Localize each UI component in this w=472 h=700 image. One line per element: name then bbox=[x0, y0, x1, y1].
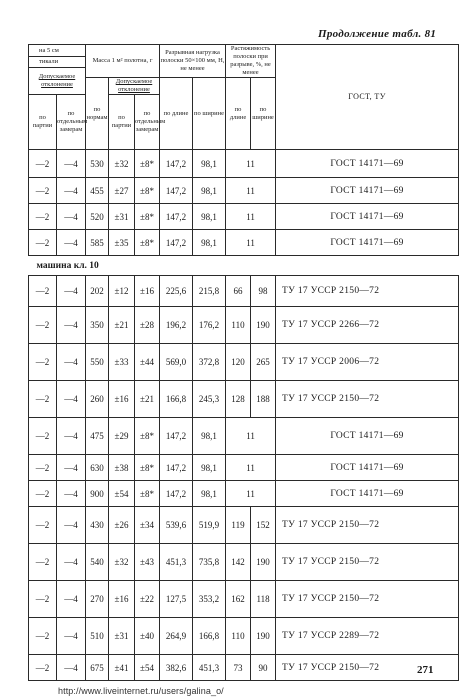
dop-po-partii-cell: —2 bbox=[29, 307, 57, 344]
mass-dop-otdel-cell: ±54 bbox=[135, 655, 160, 681]
razryv-shirina-cell: 98,1 bbox=[193, 178, 226, 204]
dop-po-otdel-cell: —4 bbox=[57, 150, 86, 178]
gost-cell: ГОСТ 14171—69 bbox=[276, 230, 459, 256]
mass-norm-cell: 350 bbox=[86, 307, 109, 344]
table-row bbox=[29, 204, 459, 230]
mass-dop-otdel-cell: ±8* bbox=[135, 455, 160, 481]
rastyazh-cell: 11 bbox=[226, 230, 276, 256]
table-row bbox=[29, 655, 459, 681]
razryv-shirina-cell: 353,2 bbox=[193, 581, 226, 618]
gost-cell: ТУ 17 УССР 2150—72 bbox=[276, 655, 459, 681]
razryv-dlina-cell: 147,2 bbox=[160, 178, 193, 204]
header-po-partii: по партии bbox=[29, 95, 57, 150]
mass-dop-partii-cell: ±33 bbox=[109, 344, 135, 381]
mass-dop-otdel-cell: ±8* bbox=[135, 150, 160, 178]
rastyazh-shirina-cell: 265 bbox=[251, 344, 276, 381]
specs-table bbox=[28, 44, 459, 681]
gost-cell: ТУ 17 УССР 2150—72 bbox=[276, 507, 459, 544]
table-row bbox=[29, 381, 459, 418]
dop-po-partii-cell: —2 bbox=[29, 581, 57, 618]
rastyazh-shirina-cell: 190 bbox=[251, 307, 276, 344]
mass-dop-otdel-cell: ±40 bbox=[135, 618, 160, 655]
mass-dop-otdel-cell: ±21 bbox=[135, 381, 160, 418]
table-row bbox=[29, 455, 459, 481]
dop-po-partii-cell: —2 bbox=[29, 178, 57, 204]
mass-norm-cell: 540 bbox=[86, 544, 109, 581]
mass-norm-cell: 675 bbox=[86, 655, 109, 681]
gost-cell: ТУ 17 УССР 2266—72 bbox=[276, 307, 459, 344]
gost-cell: ТУ 17 УССР 2150—72 bbox=[276, 276, 459, 307]
mass-norm-cell: 550 bbox=[86, 344, 109, 381]
mass-dop-partii-cell: ±31 bbox=[109, 618, 135, 655]
header-unit: на 5 см bbox=[29, 45, 86, 57]
rastyazh-shirina-cell: 118 bbox=[251, 581, 276, 618]
mass-norm-cell: 520 bbox=[86, 204, 109, 230]
mass-dop-otdel-cell: ±8* bbox=[135, 178, 160, 204]
rastyazh-dlina-cell: 120 bbox=[226, 344, 251, 381]
razryv-shirina-cell: 98,1 bbox=[193, 204, 226, 230]
gost-cell: ГОСТ 14171—69 bbox=[276, 178, 459, 204]
gost-cell: ТУ 17 УССР 2150—72 bbox=[276, 544, 459, 581]
mass-norm-cell: 270 bbox=[86, 581, 109, 618]
mass-norm-cell: 455 bbox=[86, 178, 109, 204]
razryv-shirina-cell: 98,1 bbox=[193, 150, 226, 178]
razryv-dlina-cell: 127,5 bbox=[160, 581, 193, 618]
razryv-shirina-cell: 98,1 bbox=[193, 230, 226, 256]
dop-po-partii-cell: —2 bbox=[29, 418, 57, 455]
mass-dop-otdel-cell: ±16 bbox=[135, 276, 160, 307]
rastyazh-dlina-cell: 66 bbox=[226, 276, 251, 307]
razryv-dlina-cell: 147,2 bbox=[160, 204, 193, 230]
mass-dop-otdel-cell: ±8* bbox=[135, 230, 160, 256]
razryv-dlina-cell: 569,0 bbox=[160, 344, 193, 381]
dop-po-otdel-cell: —4 bbox=[57, 381, 86, 418]
header-rastyazh: Растяжимость полоски при разрыве, %, не менее bbox=[226, 45, 276, 78]
mass-dop-partii-cell: ±16 bbox=[109, 581, 135, 618]
table-row bbox=[29, 307, 459, 344]
dop-po-partii-cell: —2 bbox=[29, 230, 57, 256]
rastyazh-dlina-cell: 110 bbox=[226, 618, 251, 655]
razryv-shirina-cell: 451,3 bbox=[193, 655, 226, 681]
rastyazh-cell: 11 bbox=[226, 481, 276, 507]
dop-po-otdel-cell: —4 bbox=[57, 307, 86, 344]
dop-po-partii-cell: —2 bbox=[29, 344, 57, 381]
mass-dop-otdel-cell: ±8* bbox=[135, 204, 160, 230]
rastyazh-dlina-cell: 73 bbox=[226, 655, 251, 681]
mass-dop-otdel-cell: ±44 bbox=[135, 344, 160, 381]
razryv-shirina-cell: 735,8 bbox=[193, 544, 226, 581]
mass-dop-partii-cell: ±21 bbox=[109, 307, 135, 344]
mass-dop-partii-cell: ±38 bbox=[109, 455, 135, 481]
dop-po-partii-cell: —2 bbox=[29, 618, 57, 655]
rastyazh-dlina-cell: 142 bbox=[226, 544, 251, 581]
razryv-dlina-cell: 147,2 bbox=[160, 418, 193, 455]
mass-norm-cell: 475 bbox=[86, 418, 109, 455]
table-row bbox=[29, 481, 459, 507]
mass-norm-cell: 510 bbox=[86, 618, 109, 655]
gost-cell: ГОСТ 14171—69 bbox=[276, 455, 459, 481]
rastyazh-cell: 11 bbox=[226, 178, 276, 204]
mass-dop-partii-cell: ±31 bbox=[109, 204, 135, 230]
rastyazh-dlina-cell: 110 bbox=[226, 307, 251, 344]
gost-cell: ГОСТ 14171—69 bbox=[276, 204, 459, 230]
page-title: Продолжение табл. 81 bbox=[318, 28, 437, 40]
table-header bbox=[29, 45, 459, 150]
dop-po-otdel-cell: —4 bbox=[57, 655, 86, 681]
header-rast-dlina: по длине bbox=[226, 78, 251, 150]
header-razryv: Разрывная нагрузка полоски 50×100 мм, Н, не менее bbox=[160, 45, 226, 78]
header-dop-otkl: Допускаемое отклонение bbox=[29, 68, 86, 95]
mass-dop-otdel-cell: ±8* bbox=[135, 481, 160, 507]
razryv-dlina-cell: 382,6 bbox=[160, 655, 193, 681]
gost-cell: ТУ 17 УССР 2150—72 bbox=[276, 581, 459, 618]
dop-po-otdel-cell: —4 bbox=[57, 581, 86, 618]
rastyazh-dlina-cell: 119 bbox=[226, 507, 251, 544]
razryv-dlina-cell: 166,8 bbox=[160, 381, 193, 418]
table-row bbox=[29, 178, 459, 204]
dop-po-partii-cell: —2 bbox=[29, 507, 57, 544]
dop-po-partii-cell: —2 bbox=[29, 455, 57, 481]
razryv-shirina-cell: 245,3 bbox=[193, 381, 226, 418]
header-gost: ГОСТ, ТУ bbox=[276, 45, 459, 150]
watermark-url: http://www.liveinternet.ru/users/galina_o/ bbox=[58, 686, 224, 696]
rastyazh-cell: 11 bbox=[226, 204, 276, 230]
razryv-dlina-cell: 147,2 bbox=[160, 150, 193, 178]
table-row bbox=[29, 507, 459, 544]
mass-dop-partii-cell: ±35 bbox=[109, 230, 135, 256]
razryv-dlina-cell: 147,2 bbox=[160, 481, 193, 507]
mass-dop-partii-cell: ±16 bbox=[109, 381, 135, 418]
mass-norm-cell: 900 bbox=[86, 481, 109, 507]
dop-po-partii-cell: —2 bbox=[29, 276, 57, 307]
header-razr-shirina: по ширине bbox=[193, 78, 226, 150]
table-body-lower bbox=[29, 276, 459, 681]
dop-po-otdel-cell: —4 bbox=[57, 618, 86, 655]
section-label: машина кл. 10 bbox=[29, 256, 459, 276]
dop-po-otdel-cell: —4 bbox=[57, 544, 86, 581]
razryv-dlina-cell: 539,6 bbox=[160, 507, 193, 544]
table-row bbox=[29, 418, 459, 455]
mass-dop-partii-cell: ±26 bbox=[109, 507, 135, 544]
table-row bbox=[29, 344, 459, 381]
dop-po-partii-cell: —2 bbox=[29, 381, 57, 418]
rastyazh-shirina-cell: 152 bbox=[251, 507, 276, 544]
mass-dop-partii-cell: ±29 bbox=[109, 418, 135, 455]
rastyazh-shirina-cell: 190 bbox=[251, 618, 276, 655]
mass-dop-otdel-cell: ±43 bbox=[135, 544, 160, 581]
rastyazh-shirina-cell: 90 bbox=[251, 655, 276, 681]
mass-dop-otdel-cell: ±28 bbox=[135, 307, 160, 344]
dop-po-partii-cell: —2 bbox=[29, 655, 57, 681]
dop-po-partii-cell: —2 bbox=[29, 544, 57, 581]
dop-po-otdel-cell: —4 bbox=[57, 204, 86, 230]
rastyazh-dlina-cell: 128 bbox=[226, 381, 251, 418]
header-mass-dop: Допускаемое отклонение bbox=[109, 78, 160, 95]
rastyazh-dlina-cell: 162 bbox=[226, 581, 251, 618]
table-row bbox=[29, 150, 459, 178]
header-mass-po-partii: по партии bbox=[109, 95, 135, 150]
mass-norm-cell: 260 bbox=[86, 381, 109, 418]
dop-po-partii-cell: —2 bbox=[29, 204, 57, 230]
mass-norm-cell: 430 bbox=[86, 507, 109, 544]
dop-po-otdel-cell: —4 bbox=[57, 418, 86, 455]
header-rast-shirina: по ширине bbox=[251, 78, 276, 150]
table-row bbox=[29, 581, 459, 618]
razryv-dlina-cell: 451,3 bbox=[160, 544, 193, 581]
mass-norm-cell: 530 bbox=[86, 150, 109, 178]
razryv-shirina-cell: 215,8 bbox=[193, 276, 226, 307]
section-row bbox=[29, 256, 459, 276]
dop-po-otdel-cell: —4 bbox=[57, 344, 86, 381]
gost-cell: ГОСТ 14171—69 bbox=[276, 418, 459, 455]
gost-cell: ТУ 17 УССР 2006—72 bbox=[276, 344, 459, 381]
page-number: 271 bbox=[417, 664, 434, 676]
table-row bbox=[29, 230, 459, 256]
dop-po-otdel-cell: —4 bbox=[57, 276, 86, 307]
gost-cell: ГОСТ 14171—69 bbox=[276, 150, 459, 178]
mass-dop-otdel-cell: ±8* bbox=[135, 418, 160, 455]
razryv-shirina-cell: 176,2 bbox=[193, 307, 226, 344]
rastyazh-cell: 11 bbox=[226, 455, 276, 481]
header-mass-po-normam: по нормам bbox=[86, 78, 109, 150]
razryv-shirina-cell: 519,9 bbox=[193, 507, 226, 544]
dop-po-otdel-cell: —4 bbox=[57, 481, 86, 507]
mass-norm-cell: 630 bbox=[86, 455, 109, 481]
header-mass-po-otdel: по отдельным замерам bbox=[135, 95, 160, 150]
razryv-shirina-cell: 166,8 bbox=[193, 618, 226, 655]
header-mass: Масса 1 м² полотна, г bbox=[86, 45, 160, 78]
table-row bbox=[29, 544, 459, 581]
rastyazh-shirina-cell: 98 bbox=[251, 276, 276, 307]
razryv-dlina-cell: 147,2 bbox=[160, 455, 193, 481]
table-body-upper bbox=[29, 150, 459, 256]
dop-po-partii-cell: —2 bbox=[29, 481, 57, 507]
mass-norm-cell: 202 bbox=[86, 276, 109, 307]
mass-dop-otdel-cell: ±22 bbox=[135, 581, 160, 618]
mass-dop-otdel-cell: ±34 bbox=[135, 507, 160, 544]
mass-norm-cell: 585 bbox=[86, 230, 109, 256]
gost-cell: ТУ 17 УССР 2289—72 bbox=[276, 618, 459, 655]
header-po-otdel: по отдельным замерам bbox=[57, 95, 86, 150]
gost-cell: ГОСТ 14171—69 bbox=[276, 481, 459, 507]
rastyazh-cell: 11 bbox=[226, 418, 276, 455]
razryv-dlina-cell: 196,2 bbox=[160, 307, 193, 344]
dop-po-otdel-cell: —4 bbox=[57, 230, 86, 256]
mass-dop-partii-cell: ±12 bbox=[109, 276, 135, 307]
gost-cell: ТУ 17 УССР 2150—72 bbox=[276, 381, 459, 418]
header-razr-dlina: по длине bbox=[160, 78, 193, 150]
razryv-dlina-cell: 264,9 bbox=[160, 618, 193, 655]
rastyazh-shirina-cell: 190 bbox=[251, 544, 276, 581]
dop-po-otdel-cell: —4 bbox=[57, 455, 86, 481]
section-row-group bbox=[29, 256, 459, 276]
razryv-shirina-cell: 98,1 bbox=[193, 418, 226, 455]
razryv-shirina-cell: 98,1 bbox=[193, 481, 226, 507]
razryv-dlina-cell: 147,2 bbox=[160, 230, 193, 256]
razryv-shirina-cell: 98,1 bbox=[193, 455, 226, 481]
rastyazh-cell: 11 bbox=[226, 150, 276, 178]
mass-dop-partii-cell: ±54 bbox=[109, 481, 135, 507]
table-row bbox=[29, 618, 459, 655]
dop-po-otdel-cell: —4 bbox=[57, 507, 86, 544]
header-tikal: тикали bbox=[29, 57, 86, 68]
dop-po-partii-cell: —2 bbox=[29, 150, 57, 178]
mass-dop-partii-cell: ±32 bbox=[109, 150, 135, 178]
mass-dop-partii-cell: ±32 bbox=[109, 544, 135, 581]
rastyazh-shirina-cell: 188 bbox=[251, 381, 276, 418]
razryv-dlina-cell: 225,6 bbox=[160, 276, 193, 307]
dop-po-otdel-cell: —4 bbox=[57, 178, 86, 204]
table-row bbox=[29, 276, 459, 307]
mass-dop-partii-cell: ±41 bbox=[109, 655, 135, 681]
mass-dop-partii-cell: ±27 bbox=[109, 178, 135, 204]
razryv-shirina-cell: 372,8 bbox=[193, 344, 226, 381]
